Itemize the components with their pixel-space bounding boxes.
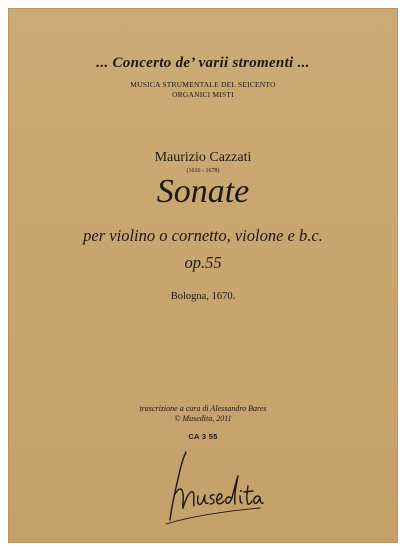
copyright-notice: © Musedita, 2011 <box>174 414 232 423</box>
opus-number: op.55 <box>184 253 222 272</box>
editor-credit: trascrizione a cura di Alessandro Bares <box>139 404 267 413</box>
work-title: Sonate <box>156 173 250 210</box>
series-subtitle-2: ORGANICI MISTI <box>172 90 234 99</box>
series-title: ... Concerto de’ varii stromenti ... <box>96 55 310 71</box>
composer-dates: (1616 - 1678) <box>186 168 220 174</box>
series-subtitle-1: MUSICA STRUMENTALE DEL SEICENTO <box>130 80 276 89</box>
composer-name: Maurizio Cazzati <box>154 150 252 165</box>
score-cover <box>8 8 398 543</box>
work-scoring: per violino o cornetto, violone e b.c. <box>83 226 323 245</box>
catalog-number: CA 3 55 <box>188 432 218 441</box>
musedita-logo-icon <box>156 448 266 528</box>
publication-place-date: Bologna, 1670. <box>170 291 236 302</box>
